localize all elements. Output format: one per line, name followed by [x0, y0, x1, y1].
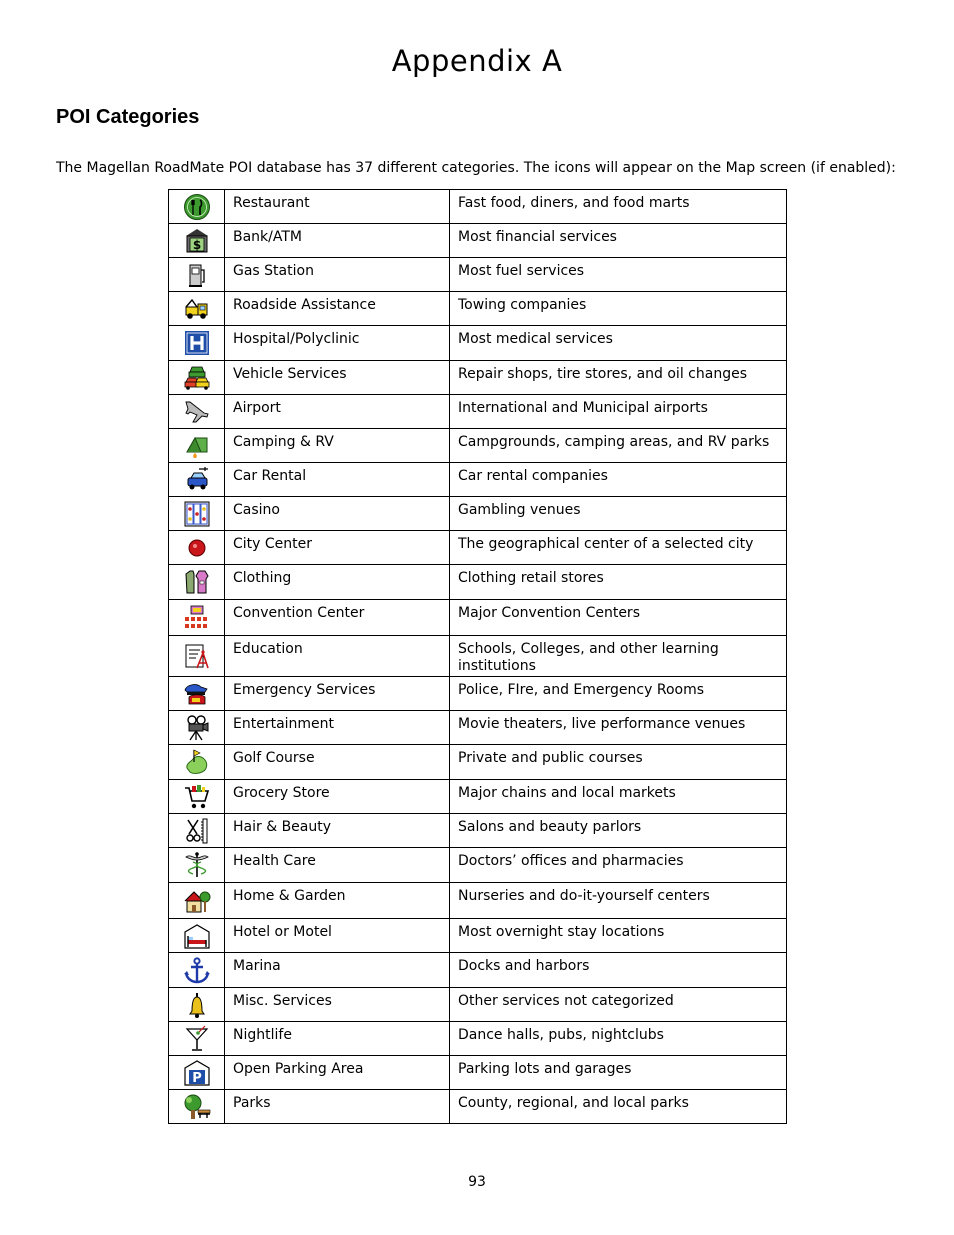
category-name: Clothing	[225, 565, 450, 600]
category-description: Movie theaters, live performance venues	[450, 711, 787, 745]
bank-icon	[183, 227, 211, 255]
category-name: Bank/ATM	[225, 224, 450, 258]
category-name: Misc. Services	[225, 988, 450, 1022]
svg-text:P: P	[191, 1070, 202, 1086]
vehicle-service-icon	[183, 364, 211, 392]
page-number: 93	[468, 1174, 486, 1190]
category-name: Health Care	[225, 848, 450, 883]
category-description: Most medical services	[450, 326, 787, 361]
category-description: Salons and beauty parlors	[450, 814, 787, 848]
hotel-bed-icon	[183, 922, 211, 950]
category-description: International and Municipal airports	[450, 395, 787, 429]
martini-icon	[183, 1025, 211, 1053]
category-description: Major chains and local markets	[450, 780, 787, 814]
icon-cell	[169, 395, 225, 429]
icon-cell	[169, 292, 225, 326]
table-row	[169, 677, 787, 711]
tow-truck-icon	[183, 295, 211, 323]
category-name: Restaurant	[225, 190, 450, 224]
home-garden-icon	[183, 887, 211, 915]
table-row	[169, 636, 787, 677]
category-name: Convention Center	[225, 600, 450, 636]
table-row	[169, 600, 787, 636]
anchor-icon	[183, 956, 211, 984]
category-name: Nightlife	[225, 1022, 450, 1056]
slot-machine-icon	[183, 500, 211, 528]
table-row	[169, 745, 787, 780]
category-name: Entertainment	[225, 711, 450, 745]
category-name: Camping & RV	[225, 429, 450, 463]
category-name: Education	[225, 636, 450, 677]
table-row	[169, 463, 787, 497]
table-row	[169, 848, 787, 883]
category-name: Casino	[225, 497, 450, 531]
category-description: Docks and harbors	[450, 953, 787, 988]
parking-icon	[183, 1059, 211, 1087]
category-description: Clothing retail stores	[450, 565, 787, 600]
icon-cell	[169, 361, 225, 395]
icon-cell	[169, 224, 225, 258]
table-row	[169, 1090, 787, 1124]
category-description: Car rental companies	[450, 463, 787, 497]
icon-cell	[169, 497, 225, 531]
category-name: Hair & Beauty	[225, 814, 450, 848]
table-row	[169, 814, 787, 848]
table-row	[169, 711, 787, 745]
golf-icon	[183, 748, 211, 776]
icon-cell	[169, 780, 225, 814]
table-row	[169, 1022, 787, 1056]
table-row	[169, 258, 787, 292]
category-name: Golf Course	[225, 745, 450, 780]
category-name: Home & Garden	[225, 883, 450, 919]
category-description: Most fuel services	[450, 258, 787, 292]
airplane-icon	[183, 398, 211, 426]
icon-cell	[169, 814, 225, 848]
bell-icon	[183, 991, 211, 1019]
icon-cell	[169, 988, 225, 1022]
category-name: City Center	[225, 531, 450, 565]
category-description: Nurseries and do-it-yourself centers	[450, 883, 787, 919]
intro-paragraph: The Magellan RoadMate POI database has 37 different categories. The icons will appear on the Map screen (if enabled):	[56, 160, 896, 176]
shopping-cart-icon	[183, 783, 211, 811]
icon-cell	[169, 636, 225, 677]
table-row	[169, 429, 787, 463]
table-row	[169, 190, 787, 224]
section-title: POI Categories	[56, 106, 200, 128]
category-description: Major Convention Centers	[450, 600, 787, 636]
poi-table-body	[169, 190, 787, 1124]
page-title: Appendix A	[391, 44, 563, 78]
table-row	[169, 1056, 787, 1090]
icon-cell	[169, 711, 225, 745]
convention-center-icon	[183, 604, 211, 632]
hospital-icon	[183, 329, 211, 357]
table-row	[169, 395, 787, 429]
category-description: Other services not categorized	[450, 988, 787, 1022]
category-name: Hotel or Motel	[225, 919, 450, 953]
caduceus-icon	[183, 851, 211, 879]
icon-cell	[169, 190, 225, 224]
category-description: Private and public courses	[450, 745, 787, 780]
icon-cell	[169, 463, 225, 497]
tree-icon	[183, 1093, 211, 1121]
icon-cell	[169, 919, 225, 953]
category-description: Repair shops, tire stores, and oil changes	[450, 361, 787, 395]
table-row	[169, 224, 787, 258]
tent-icon	[183, 432, 211, 460]
icon-cell	[169, 677, 225, 711]
scissors-comb-icon	[183, 817, 211, 845]
icon-cell	[169, 565, 225, 600]
category-description: Gambling venues	[450, 497, 787, 531]
icon-cell	[169, 953, 225, 988]
icon-cell	[169, 326, 225, 361]
category-description: The geographical center of a selected city	[450, 531, 787, 565]
category-description: Towing companies	[450, 292, 787, 326]
table-row	[169, 531, 787, 565]
table-row	[169, 988, 787, 1022]
icon-cell	[169, 600, 225, 636]
category-name: Grocery Store	[225, 780, 450, 814]
table-row	[169, 919, 787, 953]
table-row	[169, 883, 787, 919]
icon-cell	[169, 848, 225, 883]
table-row	[169, 497, 787, 531]
category-name: Open Parking Area	[225, 1056, 450, 1090]
table-row	[169, 953, 787, 988]
table-row	[169, 780, 787, 814]
category-name: Gas Station	[225, 258, 450, 292]
category-name: Vehicle Services	[225, 361, 450, 395]
category-name: Airport	[225, 395, 450, 429]
table-row	[169, 361, 787, 395]
icon-cell	[169, 883, 225, 919]
category-description: County, regional, and local parks	[450, 1090, 787, 1124]
category-description: Most financial services	[450, 224, 787, 258]
table-row	[169, 565, 787, 600]
education-icon	[183, 642, 211, 670]
category-description: Fast food, diners, and food marts	[450, 190, 787, 224]
svg-text:$: $	[192, 237, 201, 252]
table-row	[169, 326, 787, 361]
icon-cell	[169, 429, 225, 463]
gas-pump-icon	[183, 261, 211, 289]
category-description: Dance halls, pubs, nightclubs	[450, 1022, 787, 1056]
movie-camera-icon	[183, 714, 211, 742]
icon-cell	[169, 1022, 225, 1056]
category-description: Schools, Colleges, and other learning institutions	[450, 636, 787, 677]
emergency-icon	[183, 680, 211, 708]
icon-cell	[169, 1090, 225, 1124]
icon-cell	[169, 745, 225, 780]
car-rental-icon	[183, 466, 211, 494]
category-name: Emergency Services	[225, 677, 450, 711]
category-name: Parks	[225, 1090, 450, 1124]
icon-cell	[169, 1056, 225, 1090]
category-description: Doctors’ offices and pharmacies	[450, 848, 787, 883]
icon-cell	[169, 258, 225, 292]
category-name: Marina	[225, 953, 450, 988]
restaurant-icon	[183, 193, 211, 221]
category-description: Campgrounds, camping areas, and RV parks	[450, 429, 787, 463]
city-center-icon	[183, 534, 211, 562]
category-name: Car Rental	[225, 463, 450, 497]
clothing-icon	[183, 568, 211, 596]
poi-categories-table	[168, 189, 787, 1124]
icon-cell	[169, 531, 225, 565]
category-description: Police, FIre, and Emergency Rooms	[450, 677, 787, 711]
category-name: Hospital/Polyclinic	[225, 326, 450, 361]
table-row	[169, 292, 787, 326]
category-description: Parking lots and garages	[450, 1056, 787, 1090]
category-name: Roadside Assistance	[225, 292, 450, 326]
category-description: Most overnight stay locations	[450, 919, 787, 953]
